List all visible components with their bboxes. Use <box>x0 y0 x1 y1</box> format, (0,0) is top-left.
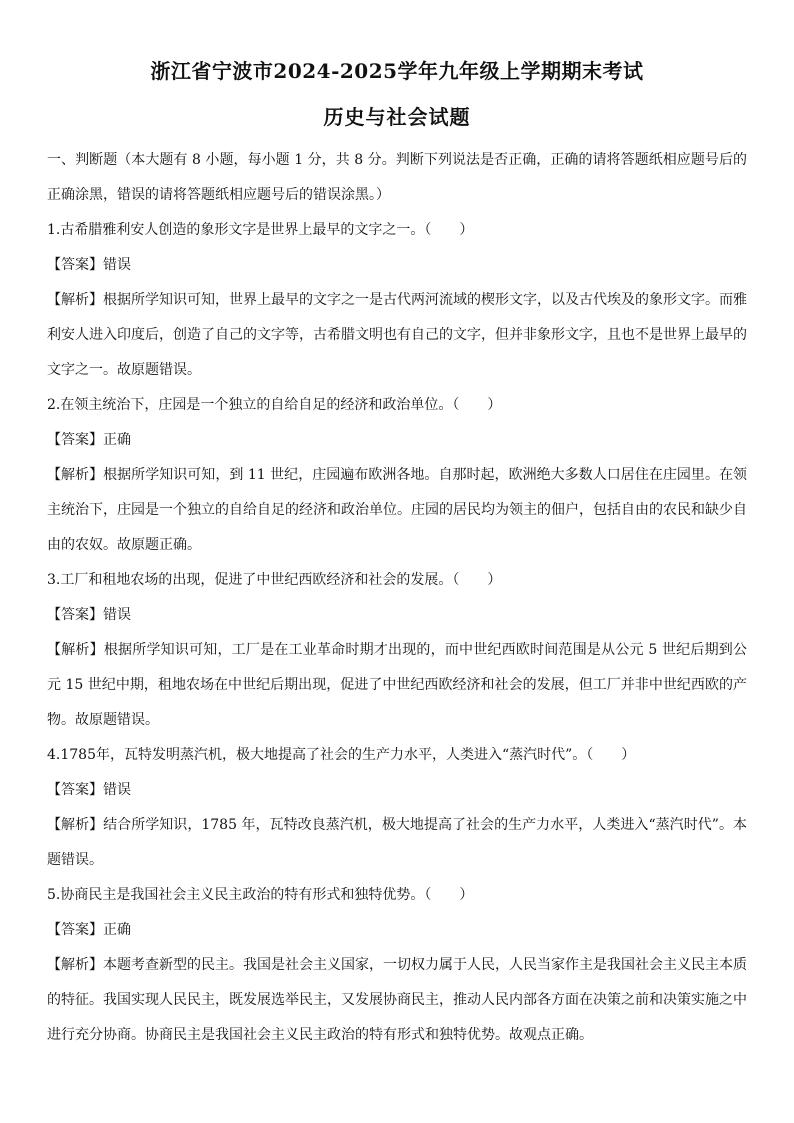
analysis-text: 本题考查新型的民主。我国是社会主义国家，一切权力属于人民，人民当家作主是我国社会主义民主本质的特征。我国实现人民民主，既发展选举民主，又发展协商民主，推动人民内部各方面在决策之前和决策实施之中进行充分协商。协商民主是我国社会主义民主政治的特有形式和独特优势。故观点正确。 <box>47 957 747 1043</box>
question-1-answer <box>47 248 747 283</box>
analysis-label: 【解析】 <box>47 817 104 833</box>
analysis-text: 根据所学知识可知，世界上最早的文字之一是古代两河流域的楔形文字，以及古代埃及的象形文字。而雅利安人进入印度后，创造了自己的文字等，古希腊文明也有自己的文字，但并非象形文字，且也不是世界上最早的文字之一。故原题错误。 <box>47 292 747 378</box>
question-2-analysis <box>47 458 747 563</box>
page-title: 浙江省宁波市2024-2025学年九年级上学期期末考试 <box>150 59 644 83</box>
analysis-text: 结合所学知识，1785 年，瓦特改良蒸汽机，极大地提高了社会的生产力水平，人类进入“蒸汽时代”。本题错误。 <box>47 817 747 868</box>
answer-value: 错误 <box>103 257 131 273</box>
analysis-label: 【解析】 <box>47 292 103 308</box>
analysis-text: 根据所学知识可知，到 11 世纪，庄园遍布欧洲各地。自那时起，欧洲绝大多数人口居住在庄园里。在领主统治下，庄园是一个独立的自给自足的经济和政治单位。庄园的居民均为领主的佃户，包括自由的农民和缺少自由的农奴。故原题正确。 <box>47 467 747 553</box>
section-instructions: 一、判断题（本大题有 8 小题，每小题 1 分，共 8 分。判断下列说法是否正确，正确的请将答题纸相应题号后的正确涂黑，错误的请将答题纸相应题号后的错误涂黑。） <box>47 152 747 203</box>
answer-label: 【答案】 <box>47 922 103 938</box>
answer-value: 错误 <box>103 782 131 798</box>
analysis-label: 【解析】 <box>47 467 104 483</box>
question-5-answer <box>47 913 747 948</box>
answer-label: 【答案】 <box>47 782 103 798</box>
question-4-analysis <box>47 808 747 878</box>
question-3-analysis <box>47 633 747 738</box>
question-5-text: 5.协商民主是我国社会主义民主政治的特有形式和独特优势。（ ） <box>47 887 474 903</box>
question-5-analysis <box>47 948 747 1053</box>
answer-label: 【答案】 <box>47 257 103 273</box>
question-4-answer <box>47 773 747 808</box>
question-1-text: 1.古希腊雅利安人创造的象形文字是世界上最早的文字之一。（ ） <box>47 222 474 238</box>
page-subtitle: 历史与社会试题 <box>323 105 471 129</box>
answer-value: 错误 <box>103 607 131 623</box>
analysis-label: 【解析】 <box>47 957 103 973</box>
question-2-answer <box>47 423 747 458</box>
answer-value: 正确 <box>103 922 131 938</box>
answer-label: 【答案】 <box>47 607 103 623</box>
question-3-text: 3.工厂和租地农场的出现，促进了中世纪西欧经济和社会的发展。（ ） <box>47 572 502 588</box>
answer-label: 【答案】 <box>47 432 103 448</box>
question-2-text: 2.在领主统治下，庄园是一个独立的自给自足的经济和政治单位。（ ） <box>47 397 502 413</box>
analysis-text: 根据所学知识可知，工厂是在工业革命时期才出现的，而中世纪西欧时间范围是从公元 5 世纪后期到公元 15 世纪中期，租地农场在中世纪后期出现，促进了中世纪西欧经济和社会的发展，但工厂并非中世纪西欧的产物。故原题错误。 <box>47 642 748 728</box>
analysis-label: 【解析】 <box>47 642 104 658</box>
question-1-analysis <box>47 283 747 388</box>
question-4-text: 4.1785年，瓦特发明蒸汽机，极大地提高了社会的生产力水平，人类进入“蒸汽时代”。（ ） <box>47 747 636 763</box>
question-3-answer <box>47 598 747 633</box>
question-section <box>47 143 747 1053</box>
answer-value: 正确 <box>103 432 131 448</box>
